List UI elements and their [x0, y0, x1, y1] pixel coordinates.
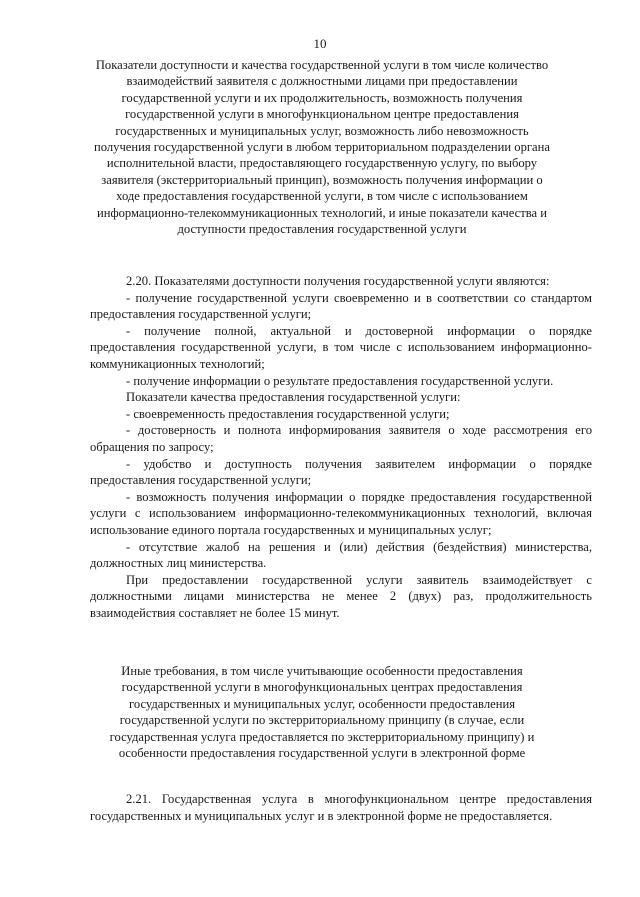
quality-item: - своевременность предоставления государственной услуги; — [126, 406, 450, 421]
page-number: 10 — [313, 36, 327, 51]
section-heading-other-requirements: Иные требования, в том числе учитывающие особенности предоставления государственной услуги в многофункциональных центрах предоставления государственных и муниципальных услуг, особенности предоставления государственной услуги по экстерриториальному принципу (в случае, если государственная услуга предоставляется по экстерриториальному принципу) и особенности предоставления государственной услуги в электронной форме — [109, 664, 535, 761]
access-item: - получение полной, актуальной и достоверной информации о порядке предоставления государственной услуги, в том числе с использованием информационно-коммуникационных технологий; — [90, 323, 592, 371]
paragraph-2-20-intro: 2.20. Показателями доступности получения государственной услуги являются: — [126, 274, 550, 288]
quality-item: - достоверность и полнота информирования заявителя о ходе рассмотрения его обращения по запросу; — [90, 423, 592, 454]
quality-item: - возможность получения информации о порядке предоставления государственной услуги с использованием информационно-телекоммуникационных технологий, включая использование единого портала государственных и муниципальных услуг; — [90, 489, 592, 537]
interaction-paragraph: При предоставлении государственной услуги заявитель взаимодействует с должностными лицами министерства не менее 2 (двух) раз, продолжительность взаимодействия составляет не более 15 минут. — [90, 572, 592, 620]
quality-intro: Показатели качества предоставления государственной услуги: — [126, 390, 461, 405]
paragraph-2-21: 2.21. Государственная услуга в многофункциональном центре предоставления государственных и муниципальных услуг и в электронной форме не предоставляется. — [90, 792, 592, 823]
quality-item: - удобство и доступность получения заявителем информации о порядке предоставления государственной услуги; — [90, 456, 592, 488]
access-item: - получение информации о результате предоставления государственной услуги. — [126, 373, 554, 388]
section-2-21 — [90, 791, 592, 824]
quality-item: - отсутствие жалоб на решения и (или) действия (бездействия) министерства, должностных лиц министерства. — [90, 539, 592, 571]
section-2-20 — [90, 273, 592, 621]
access-item: - получение государственной услуги своевременно и в соответствии со стандартом предоставления государственной услуги; — [90, 290, 592, 322]
section-heading-accessibility-indicators: Показатели доступности и качества государственной услуги в том числе количество взаимодействий заявителя с должностными лицами при предоставлении государственной услуги и их продолжительность, возможность получения государственной услуги в многофункциональном центре предоставления государственных и муниципальных услуг, возможность либо невозможность получения государственной услуги в любом территориальном подразделении органа исполнительной власти, предоставляющего государственную услугу, по выбору заявителя (экстерриториальный принцип), возможность получения информации о ходе предоставления государственной услуги, в том числе с использованием информационно-телекоммуникационных технологий, и иные показатели качества и доступности предоставления государственной услуги — [94, 58, 550, 237]
